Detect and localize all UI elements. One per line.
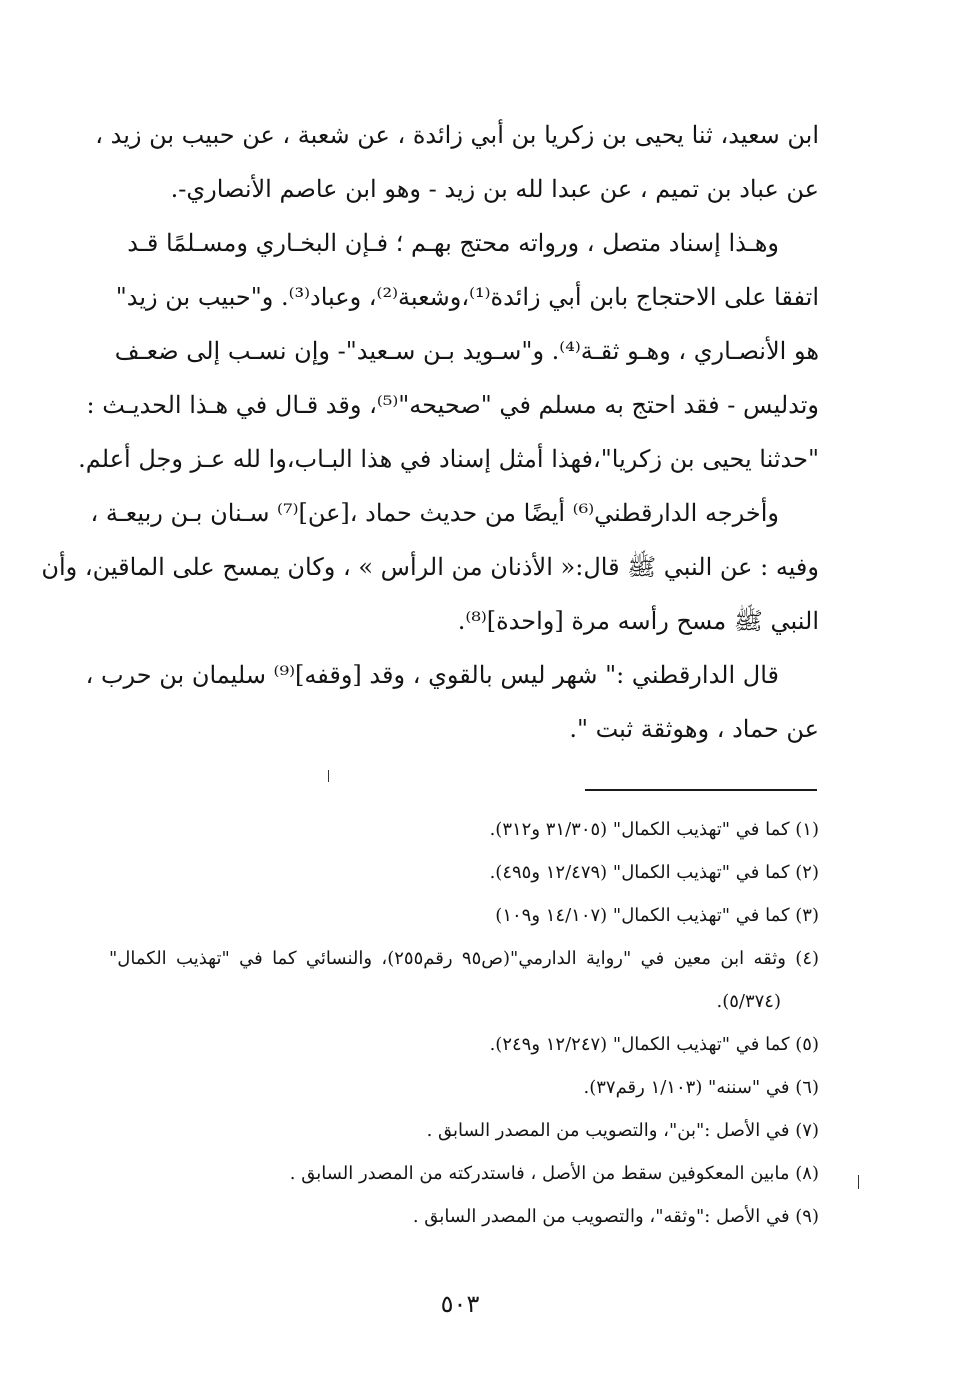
footnote: (٦) في "سننه" (١/١٠٣ رقم٣٧). bbox=[583, 1077, 819, 1098]
text-line: ابن سعيد، ثنا يحيى بن زكريا بن أبي زائدة ، عن شعبة ، عن حبيب بن زيد ، bbox=[95, 121, 819, 149]
text-line: وتدليس - فقد احتج به مسلم في "صحيحه"⁽⁵⁾، وقد قـال في هـذا الحديـث : bbox=[86, 391, 819, 419]
text-line: عن حماد ، وهوثقة ثبت ". bbox=[569, 715, 819, 743]
footnote-continuation: (٥/٣٧٤). bbox=[716, 991, 781, 1012]
scan-mark bbox=[858, 1175, 859, 1189]
text-line: عن عباد بن تميم ، عن عبدا لله بن زيد - وهو ابن عاصم الأنصاري-. bbox=[170, 175, 819, 203]
text-line: وفيه : عن النبي ﷺ قال:« الأذنان من الرأس » ، وكان يمسح على الماقين، وأن bbox=[41, 553, 819, 581]
footnote: (١) كما في "تهذيب الكمال" (٣١/٣٠٥ و٣١٢). bbox=[489, 819, 819, 840]
text-line: قال الدارقطني :" شهر ليس بالقوي ، وقد [وقفه]⁽⁹⁾ سليمان بن حرب ، bbox=[85, 661, 779, 689]
footnote: (٤) وثقه ابن معين في "رواية الدارمي"(ص٩٥ رقم٢٥٥)، والنسائي كما في "تهذيب الكمال" bbox=[109, 948, 820, 969]
footnotes bbox=[109, 808, 819, 1238]
text-line: وأخرجه الدارقطني⁽⁶⁾ أيضًا من حديث حماد ،[عن]⁽⁷⁾ سـنان بـن ربيعـة ، bbox=[90, 499, 779, 527]
footnote: (٩) في الأصل :"وثقه"، والتصويب من المصدر السابق . bbox=[412, 1206, 819, 1227]
text-line: وهـذا إسناد متصل ، ورواته محتج بهـم ؛ فـإن البخـاري ومسـلمًا قـد bbox=[127, 229, 779, 257]
footnote: (٧) في الأصل :"بن"، والتصويب من المصدر السابق . bbox=[426, 1120, 819, 1141]
text-line: اتفقا على الاحتجاج بابن أبي زائدة⁽¹⁾،وشعبة⁽²⁾، وعباد⁽³⁾. و"حبيب بن زيد" bbox=[115, 283, 819, 311]
scan-mark bbox=[328, 770, 329, 782]
main-text bbox=[41, 108, 819, 756]
footnote: (٥) كما في "تهذيب الكمال" (١٢/٢٤٧ و٢٤٩). bbox=[489, 1034, 819, 1055]
text-line: "حدثنا يحيى بن زكريا"،فهذا أمثل إسناد في هذا البـاب،وا لله عـز وجل أعلم. bbox=[78, 445, 819, 473]
footnote: (٨) مابين المعكوفين سقط من الأصل ، فاستدركته من المصدر السابق . bbox=[289, 1163, 819, 1184]
text-line: هو الأنصـاري ، وهـو ثقـة⁽⁴⁾. و"سـويد بـن سـعيد"- وإن نسـب إلى ضعـف bbox=[114, 337, 819, 365]
footnote: (٢) كما في "تهذيب الكمال" (١٢/٤٧٩ و٤٩٥). bbox=[489, 862, 819, 883]
footnote: (٣) كما في "تهذيب الكمال" (١٤/١٠٧ و١٠٩) bbox=[495, 905, 819, 926]
footnote-separator bbox=[585, 789, 817, 791]
page-number: ٥٠٣ bbox=[440, 1290, 480, 1318]
text-line: النبي ﷺ مسح رأسه مرة [واحدة]⁽⁸⁾. bbox=[457, 607, 819, 635]
